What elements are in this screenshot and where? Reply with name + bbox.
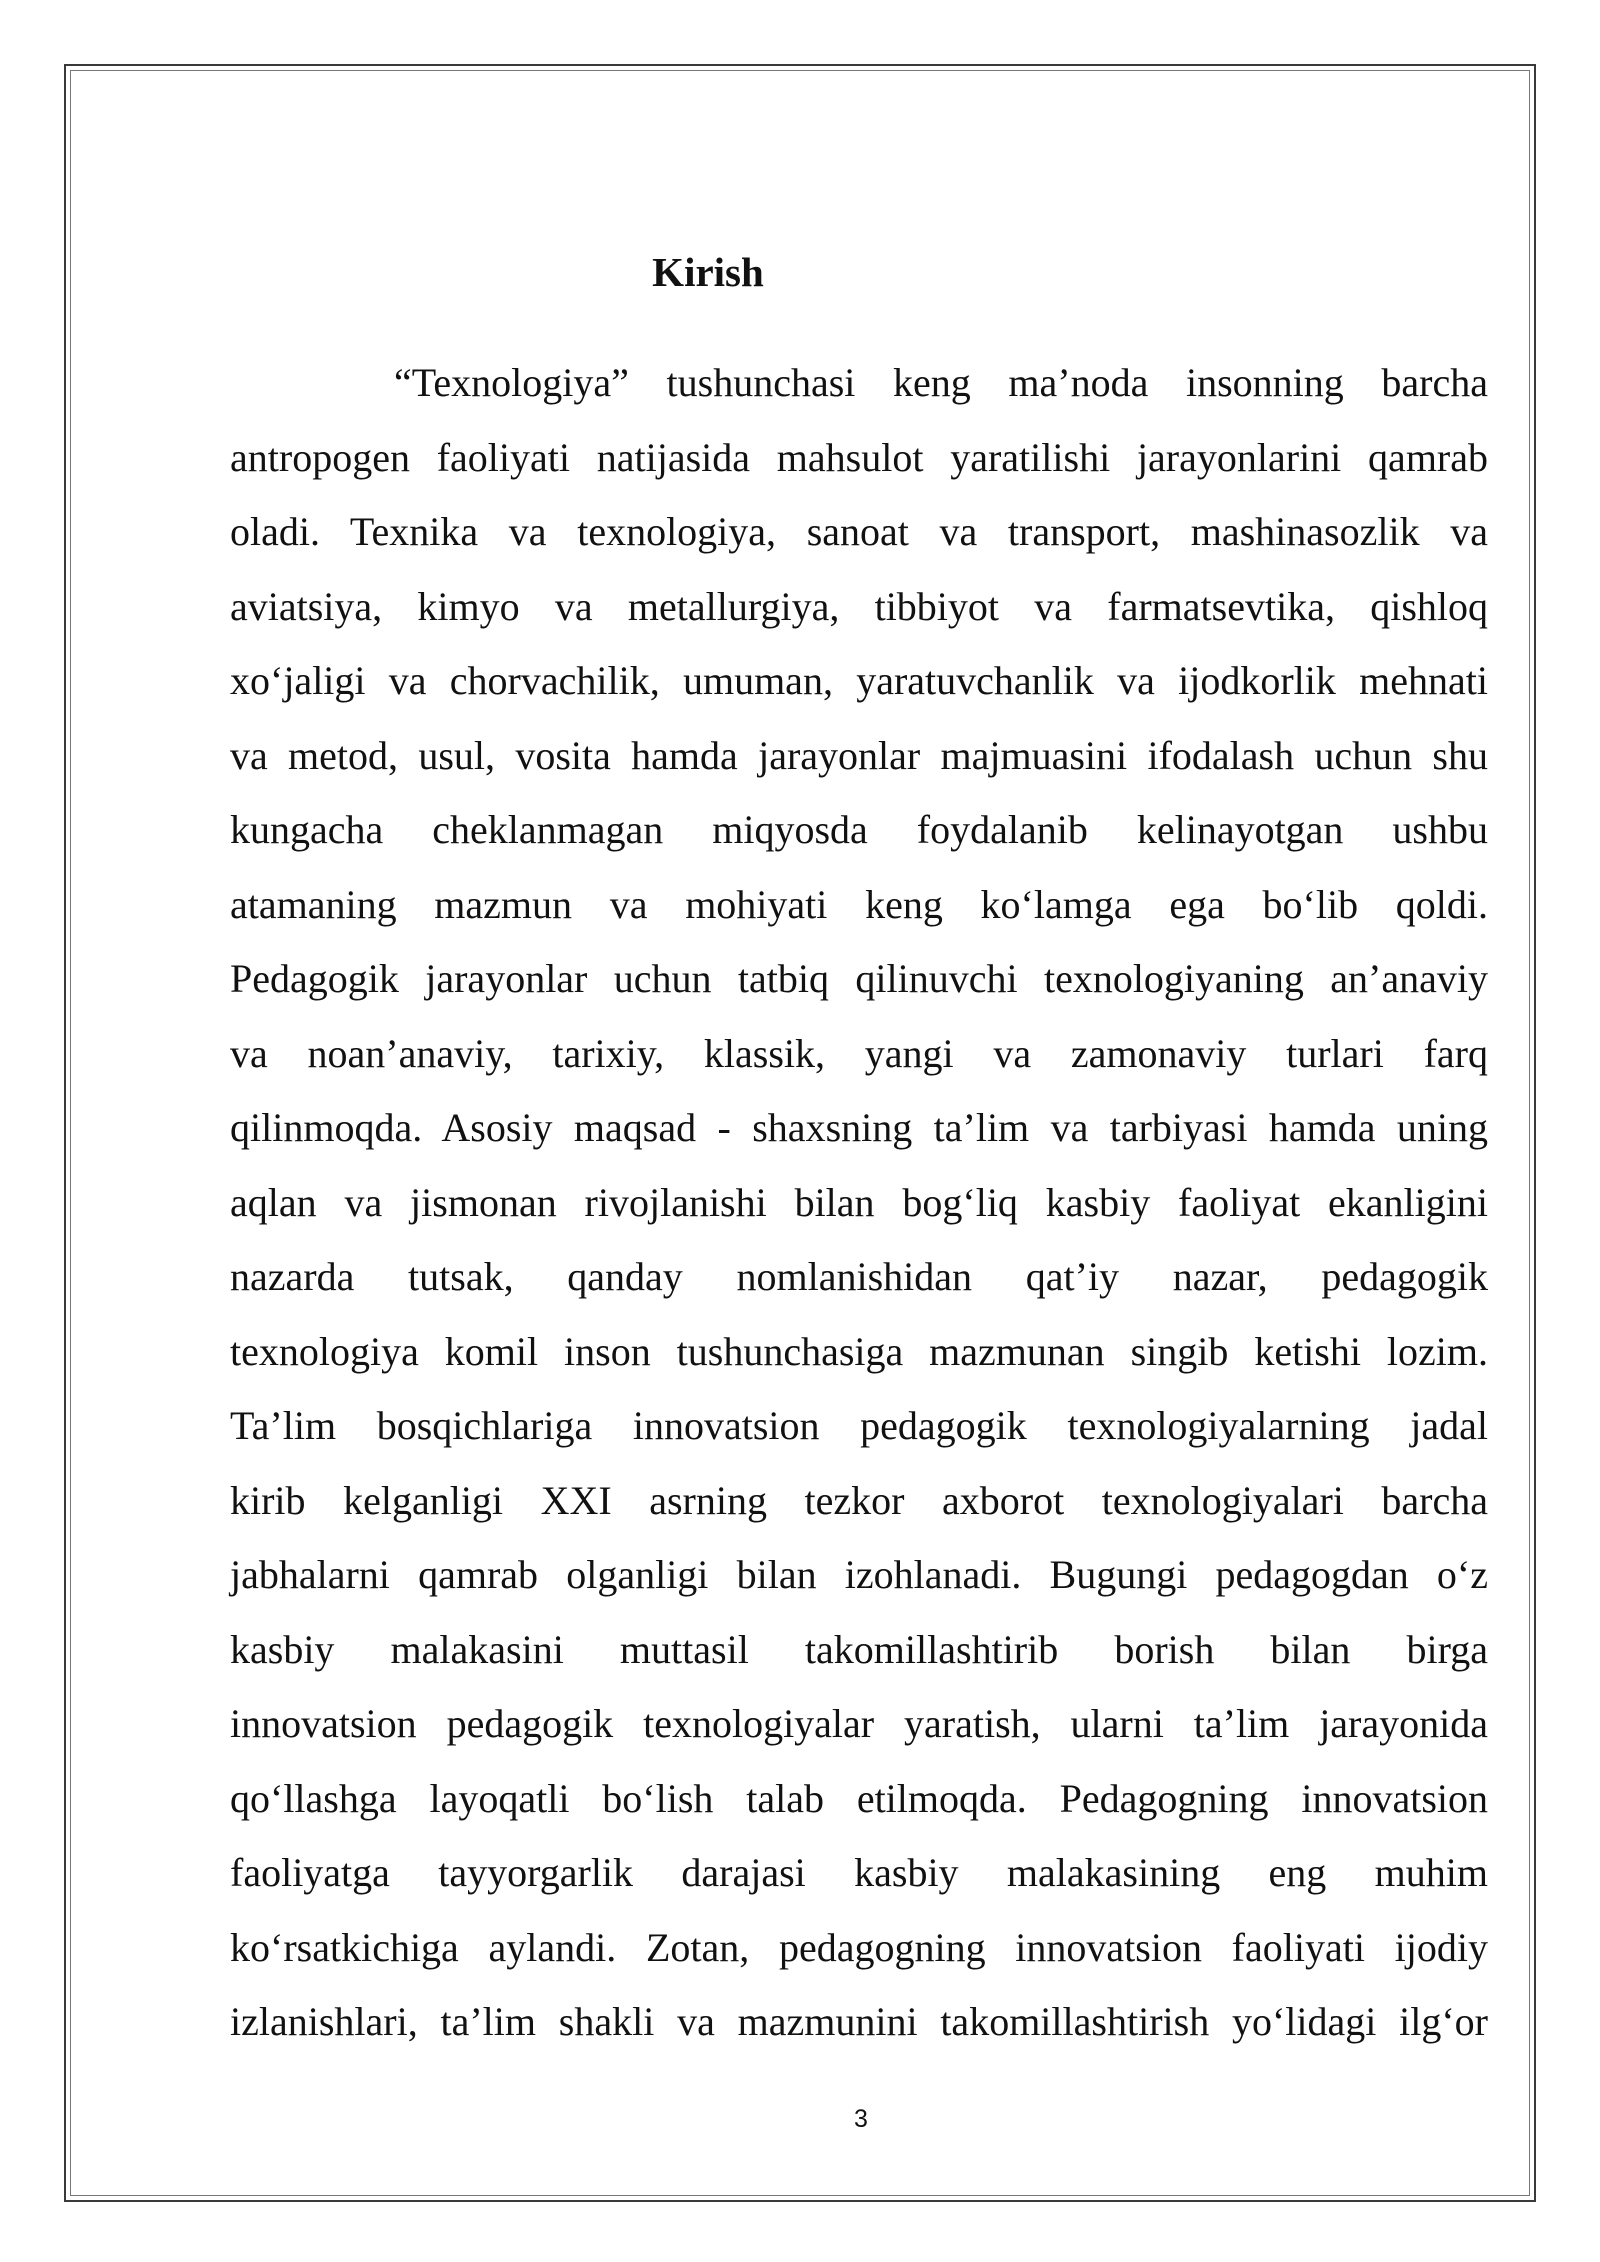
paragraph-line: antropogen faoliyati natijasida mahsulot yaratilishi jarayonlarini qamrab bbox=[230, 434, 1488, 480]
paragraph-line: kasbiy malakasini muttasil takomillashtirib borish bilan birga bbox=[230, 1626, 1488, 1672]
paragraph-line: innovatsion pedagogik texnologiyalar yaratish, ularni ta’lim jarayonida bbox=[230, 1701, 1488, 1746]
paragraph-line: xo‘jaligi va chorvachilik, umuman, yaratuvchanlik va ijodkorlik mehnati bbox=[230, 658, 1488, 703]
paragraph-line: aqlan va jismonan rivojlanishi bilan bog‘liq kasbiy faoliyat ekanligini bbox=[230, 1179, 1488, 1225]
paragraph-line: va metod, usul, vosita hamda jarayonlar majmuasini ifodalash uchun shu bbox=[230, 732, 1488, 778]
paragraph-line: va noan’anaviy, tarixiy, klassik, yangi va zamonaviy turlari farq bbox=[230, 1030, 1488, 1076]
body-paragraph bbox=[230, 346, 1488, 2060]
paragraph-line: qilinmoqda. Asosiy maqsad - shaxsning ta’lim va tarbiyasi hamda uning bbox=[230, 1105, 1488, 1150]
paragraph-line: kirib kelganligi XXI asrning tezkor axborot texnologiyalari barcha bbox=[230, 1477, 1488, 1523]
paragraph-line: qo‘llashga layoqatli bo‘lish talab etilmoqda. Pedagogning innovatsion bbox=[230, 1775, 1488, 1821]
paragraph-line: kungacha cheklanmagan miqyosda foydalanib kelinayotgan ushbu bbox=[230, 807, 1488, 852]
paragraph-line: faoliyatga tayyorgarlik darajasi kasbiy malakasining eng muhim bbox=[230, 1850, 1488, 1895]
paragraph-line: nazarda tutsak, qanday nomlanishidan qat’iy nazar, pedagogik bbox=[230, 1254, 1488, 1299]
section-heading: Kirish bbox=[652, 249, 764, 295]
paragraph-line: Pedagogik jarayonlar uchun tatbiq qilinuvchi texnologiyaning an’anaviy bbox=[230, 956, 1488, 1001]
paragraph-line: aviatsiya, kimyo va metallurgiya, tibbiyot va farmatsevtika, qishloq bbox=[230, 583, 1488, 629]
paragraph-line: jabhalarni qamrab olganligi bilan izohlanadi. Bugungi pedagogdan o‘z bbox=[230, 1552, 1488, 1597]
page-number: 3 bbox=[854, 2105, 868, 2133]
paragraph-line: texnologiya komil inson tushunchasiga mazmunan singib ketishi lozim. bbox=[230, 1328, 1488, 1374]
paragraph-line: atamaning mazmun va mohiyati keng ko‘lamga ega bo‘lib qoldi. bbox=[230, 881, 1488, 927]
paragraph-line: “Texnologiya” tushunchasi keng ma’noda insonning barcha bbox=[394, 360, 1488, 405]
paragraph-line: oladi. Texnika va texnologiya, sanoat va transport, mashinasozlik va bbox=[230, 509, 1488, 554]
paragraph-line: ko‘rsatkichiga aylandi. Zotan, pedagogning innovatsion faoliyati ijodiy bbox=[230, 1924, 1488, 1970]
paragraph-line: izlanishlari, ta’lim shakli va mazmunini takomillashtirish yo‘lidagi ilg‘or bbox=[230, 1999, 1488, 2044]
paragraph-line: Ta’lim bosqichlariga innovatsion pedagogik texnologiyalarning jadal bbox=[230, 1403, 1488, 1448]
